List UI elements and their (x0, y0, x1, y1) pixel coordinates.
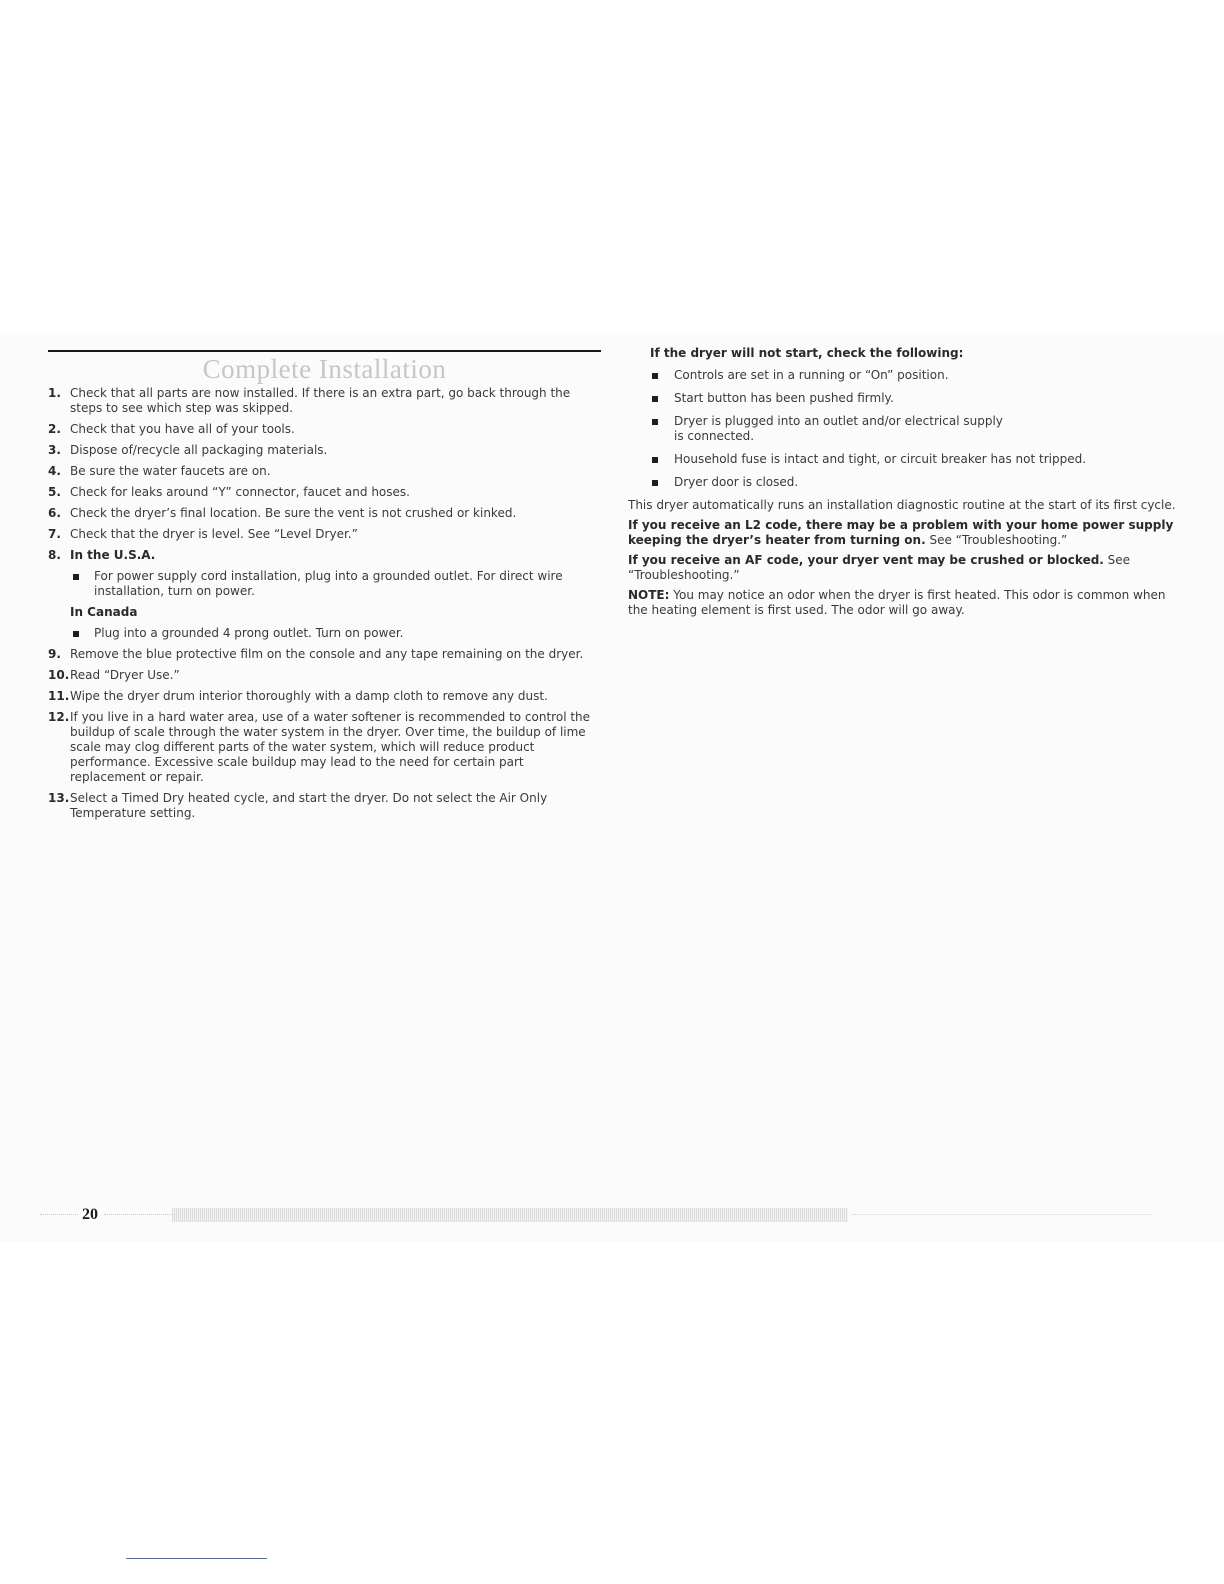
step-12: 12. If you live in a hard water area, use of a water softener is recommended to control the buildup of scale through the water system in the dryer. Over time, the buildup of lime scale may clog different parts of the water system, which will reduce product performance. Excessive scale buildup may lead to the need for certain part replacement or repair. (48, 710, 591, 784)
left-column (48, 386, 598, 827)
bullet-square-icon (652, 480, 658, 486)
check-item: Start button has been pushed firmly. (652, 391, 1180, 406)
step-1: 1. Check that all parts are now installed. If there is an extra part, go back through the steps to see which step was skipped. (48, 386, 571, 415)
bullet-square-icon (652, 419, 658, 425)
bullet-square-icon (652, 396, 658, 402)
footer-dotted-rule (40, 1214, 78, 1215)
bullet-square-icon (652, 373, 658, 379)
step-10: 10. Read “Dryer Use.” (48, 668, 180, 682)
canada-heading: In Canada (70, 605, 138, 619)
step-2: 2. Check that you have all of your tools. (48, 422, 295, 436)
page-number: 20 (82, 1206, 98, 1223)
step-6: 6. Check the dryer’s final location. Be sure the vent is not crushed or kinked. (48, 506, 517, 520)
check-item: Household fuse is intact and tight, or circuit breaker has not tripped. (652, 452, 1180, 467)
footer-bar (172, 1208, 848, 1222)
page-title: Complete Installation (202, 354, 447, 384)
check-item: Controls are set in a running or “On” position. (652, 368, 1180, 383)
step-9: 9. Remove the blue protective film on the console and any tape remaining on the dryer. (48, 647, 584, 661)
usa-bullet: For power supply cord installation, plug into a grounded outlet. For direct wire installation, turn on power. (73, 569, 598, 599)
l2-code-paragraph: If you receive an L2 code, there may be a problem with your home power supply keeping the dryer’s heater from turning on. See “Troubleshooting.” (628, 518, 1174, 547)
step-4: 4. Be sure the water faucets are on. (48, 464, 271, 478)
bullet-square-icon (73, 631, 79, 637)
troubleshoot-heading: If the dryer will not start, check the following: (650, 346, 964, 360)
step-5: 5. Check for leaks around “Y” connector, faucet and hoses. (48, 485, 410, 499)
right-column (628, 346, 1180, 623)
step-7: 7. Check that the dryer is level. See “Level Dryer.” (48, 527, 358, 541)
check-item: Dryer is plugged into an outlet and/or electrical supply is connected. (652, 414, 1180, 444)
bullet-square-icon (652, 457, 658, 463)
step-8: 8. In the U.S.A. (48, 548, 156, 562)
check-item: Dryer door is closed. (652, 475, 1180, 490)
title-rule (48, 350, 601, 352)
note-paragraph: NOTE: You may notice an odor when the dryer is first heated. This odor is common when the heating element is first used. The odor will go away. (628, 588, 1166, 617)
footer-dotted-rule (104, 1214, 172, 1215)
diagnostic-text: This dryer automatically runs an installation diagnostic routine at the start of its first cycle. (628, 498, 1176, 512)
blue-underline (126, 1558, 267, 1559)
af-code-paragraph: If you receive an AF code, your dryer vent may be crushed or blocked. See “Troubleshooting.” (628, 553, 1131, 582)
step-13: 13. Select a Timed Dry heated cycle, and start the dryer. Do not select the Air Only Temperature setting. (48, 791, 548, 820)
step-3: 3. Dispose of/recycle all packaging materials. (48, 443, 328, 457)
canada-bullet: Plug into a grounded 4 prong outlet. Turn on power. (73, 626, 598, 641)
footer-dotted-rule (852, 1214, 1152, 1215)
bullet-square-icon (73, 574, 79, 580)
step-11: 11. Wipe the dryer drum interior thoroughly with a damp cloth to remove any dust. (48, 689, 548, 703)
